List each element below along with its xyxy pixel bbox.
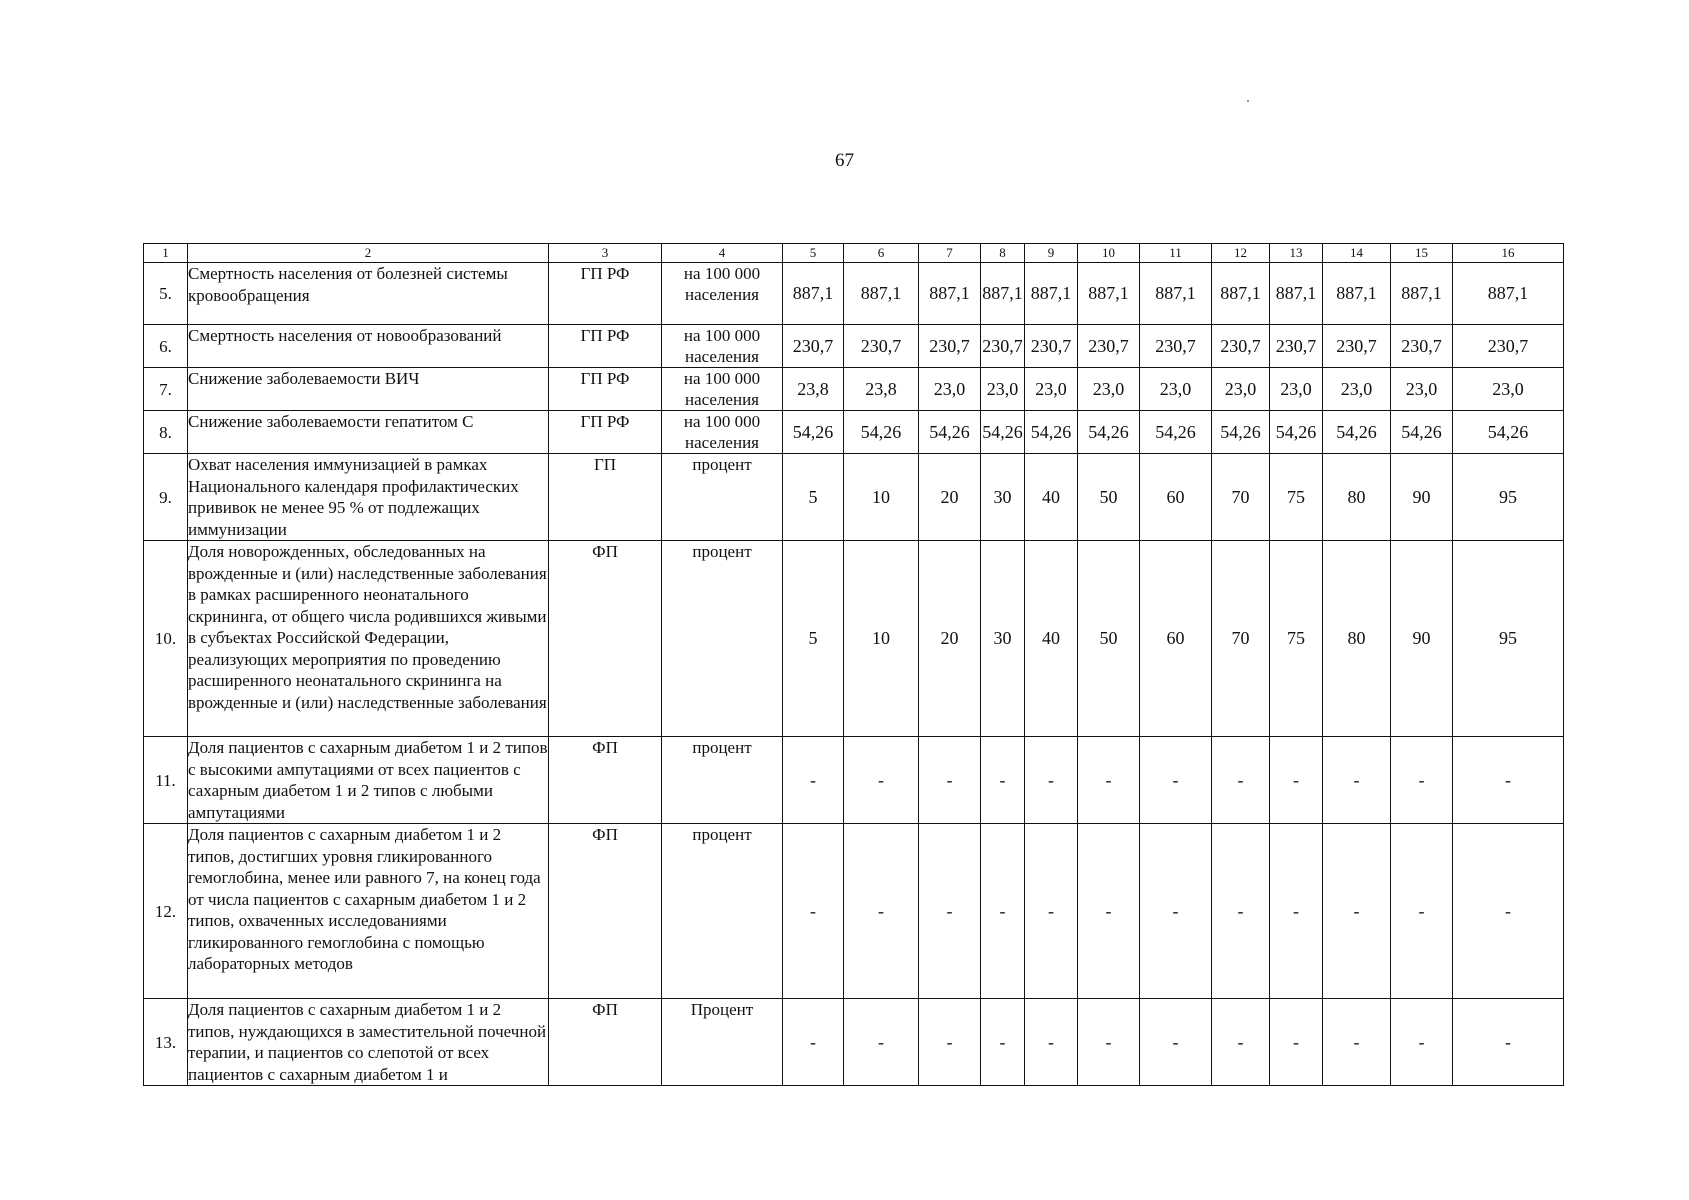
value-cell: 5: [783, 541, 844, 737]
value-cell: -: [844, 824, 919, 999]
value-cell: 5: [783, 454, 844, 541]
indicator-unit: процент: [662, 454, 783, 541]
header-cell: 2: [188, 244, 549, 263]
value-cell: -: [1140, 737, 1212, 824]
value-cell: -: [1453, 737, 1564, 824]
value-cell: -: [1453, 999, 1564, 1086]
row-number: 6.: [144, 325, 188, 368]
value-cell: 230,7: [1270, 325, 1323, 368]
value-cell: 90: [1391, 454, 1453, 541]
value-cell: -: [1212, 737, 1270, 824]
value-cell: -: [1212, 824, 1270, 999]
value-cell: -: [1453, 824, 1564, 999]
row-number: 11.: [144, 737, 188, 824]
value-cell: 54,26: [1140, 411, 1212, 454]
value-cell: 54,26: [1323, 411, 1391, 454]
value-cell: 80: [1323, 541, 1391, 737]
header-cell: 4: [662, 244, 783, 263]
header-cell: 6: [844, 244, 919, 263]
header-cell: 13: [1270, 244, 1323, 263]
value-cell: 20: [919, 541, 981, 737]
value-cell: -: [1323, 737, 1391, 824]
value-cell: 23,0: [1391, 368, 1453, 411]
table-row: [144, 824, 1564, 999]
value-cell: 887,1: [783, 263, 844, 325]
value-cell: 230,7: [1140, 325, 1212, 368]
value-cell: -: [981, 999, 1025, 1086]
header-cell: 15: [1391, 244, 1453, 263]
header-cell: 5: [783, 244, 844, 263]
value-cell: 23,0: [919, 368, 981, 411]
indicator-source: ГП РФ: [549, 263, 662, 325]
indicator-name: Смертность населения от новообразований: [188, 325, 549, 368]
value-cell: 23,0: [1078, 368, 1140, 411]
table-row: [144, 454, 1564, 541]
value-cell: 60: [1140, 541, 1212, 737]
header-cell: 12: [1212, 244, 1270, 263]
indicator-unit: на 100 000 населения: [662, 411, 783, 454]
scan-speck: [1247, 100, 1249, 102]
value-cell: 23,0: [1212, 368, 1270, 411]
value-cell: 230,7: [1323, 325, 1391, 368]
value-cell: 10: [844, 454, 919, 541]
value-cell: 23,0: [981, 368, 1025, 411]
value-cell: -: [1391, 824, 1453, 999]
value-cell: -: [844, 737, 919, 824]
value-cell: 30: [981, 454, 1025, 541]
indicator-unit: процент: [662, 824, 783, 999]
value-cell: 70: [1212, 454, 1270, 541]
table-row: [144, 263, 1564, 325]
value-cell: 230,7: [783, 325, 844, 368]
value-cell: 75: [1270, 541, 1323, 737]
value-cell: 887,1: [1391, 263, 1453, 325]
value-cell: -: [1391, 999, 1453, 1086]
header-cell: 11: [1140, 244, 1212, 263]
indicator-unit: процент: [662, 737, 783, 824]
value-cell: 75: [1270, 454, 1323, 541]
value-cell: -: [1025, 737, 1078, 824]
indicator-name: Охват населения иммунизацией в рамках Национального календаря профилактических прививок не менее 95 % от подлежащих иммунизации: [188, 454, 549, 541]
value-cell: 20: [919, 454, 981, 541]
value-cell: 230,7: [1391, 325, 1453, 368]
value-cell: -: [1270, 737, 1323, 824]
value-cell: -: [1270, 999, 1323, 1086]
value-cell: -: [1025, 824, 1078, 999]
value-cell: 80: [1323, 454, 1391, 541]
value-cell: 230,7: [1453, 325, 1564, 368]
value-cell: 54,26: [919, 411, 981, 454]
value-cell: 54,26: [1025, 411, 1078, 454]
value-cell: -: [1140, 999, 1212, 1086]
table-row: [144, 541, 1564, 737]
value-cell: 40: [1025, 541, 1078, 737]
value-cell: -: [919, 824, 981, 999]
value-cell: -: [1323, 999, 1391, 1086]
value-cell: 95: [1453, 454, 1564, 541]
value-cell: 887,1: [1078, 263, 1140, 325]
value-cell: 54,26: [1453, 411, 1564, 454]
table-row: [144, 325, 1564, 368]
value-cell: -: [783, 999, 844, 1086]
value-cell: 30: [981, 541, 1025, 737]
page-number: 67: [835, 150, 854, 171]
indicator-source: ГП РФ: [549, 411, 662, 454]
value-cell: -: [1391, 737, 1453, 824]
value-cell: 887,1: [1025, 263, 1078, 325]
row-number: 7.: [144, 368, 188, 411]
indicator-source: ФП: [549, 999, 662, 1086]
value-cell: 54,26: [844, 411, 919, 454]
indicator-unit: на 100 000 населения: [662, 325, 783, 368]
indicator-unit: на 100 000 населения: [662, 263, 783, 325]
indicator-source: ФП: [549, 541, 662, 737]
header-cell: 10: [1078, 244, 1140, 263]
indicator-unit: на 100 000 населения: [662, 368, 783, 411]
header-cell: 8: [981, 244, 1025, 263]
value-cell: 23,0: [1453, 368, 1564, 411]
value-cell: 230,7: [1212, 325, 1270, 368]
value-cell: 23,8: [783, 368, 844, 411]
value-cell: 887,1: [919, 263, 981, 325]
header-cell: 7: [919, 244, 981, 263]
value-cell: -: [783, 737, 844, 824]
value-cell: 10: [844, 541, 919, 737]
value-cell: -: [1078, 737, 1140, 824]
indicator-name: Снижение заболеваемости ВИЧ: [188, 368, 549, 411]
header-cell: 9: [1025, 244, 1078, 263]
indicator-unit: Процент: [662, 999, 783, 1086]
header-cell: 3: [549, 244, 662, 263]
table-row: [144, 368, 1564, 411]
row-number: 8.: [144, 411, 188, 454]
value-cell: 887,1: [844, 263, 919, 325]
value-cell: 887,1: [1212, 263, 1270, 325]
value-cell: 54,26: [1212, 411, 1270, 454]
value-cell: 887,1: [1453, 263, 1564, 325]
value-cell: 230,7: [844, 325, 919, 368]
header-cell: 16: [1453, 244, 1564, 263]
value-cell: 50: [1078, 541, 1140, 737]
value-cell: -: [1270, 824, 1323, 999]
value-cell: 230,7: [981, 325, 1025, 368]
value-cell: 90: [1391, 541, 1453, 737]
value-cell: -: [844, 999, 919, 1086]
value-cell: -: [1212, 999, 1270, 1086]
value-cell: 887,1: [1270, 263, 1323, 325]
value-cell: 23,0: [1323, 368, 1391, 411]
value-cell: -: [783, 824, 844, 999]
value-cell: 54,26: [1391, 411, 1453, 454]
row-number: 12.: [144, 824, 188, 999]
value-cell: 887,1: [1140, 263, 1212, 325]
table-row: [144, 411, 1564, 454]
value-cell: 50: [1078, 454, 1140, 541]
value-cell: -: [1140, 824, 1212, 999]
value-cell: 23,0: [1025, 368, 1078, 411]
header-cell: 1: [144, 244, 188, 263]
row-number: 10.: [144, 541, 188, 737]
value-cell: -: [1025, 999, 1078, 1086]
indicator-name: Доля пациентов с сахарным диабетом 1 и 2 типов с высокими ампутациями от всех пациентов с сахарным диабетом 1 и 2 типов с любыми ампутациями: [188, 738, 548, 822]
row-number: 5.: [144, 263, 188, 325]
table-body: [144, 244, 1564, 1086]
value-cell: 60: [1140, 454, 1212, 541]
indicator-unit: процент: [662, 541, 783, 737]
value-cell: 230,7: [1078, 325, 1140, 368]
table-row: [144, 999, 1564, 1086]
value-cell: -: [981, 824, 1025, 999]
indicator-name: Доля новорожденных, обследованных на врожденные и (или) наследственные заболевания в рамках расширенного неонатального скрининга, от общего числа родившихся живыми в субъектах Российской Федерации, реализующих мероприятия по проведению расширенного неонатального скрининга на врожденные и (или) наследственные заболевания: [188, 541, 549, 737]
value-cell: -: [919, 737, 981, 824]
value-cell: -: [1078, 824, 1140, 999]
value-cell: 887,1: [1323, 263, 1391, 325]
value-cell: 23,0: [1270, 368, 1323, 411]
value-cell: -: [981, 737, 1025, 824]
indicator-name: Доля пациентов с сахарным диабетом 1 и 2 типов, нуждающихся в заместительной почечной терапии, и пациентов со слепотой от всех пациентов с сахарным диабетом 1 и: [188, 999, 549, 1086]
value-cell: 40: [1025, 454, 1078, 541]
header-row: [144, 244, 1564, 263]
value-cell: 23,8: [844, 368, 919, 411]
value-cell: 23,0: [1140, 368, 1212, 411]
indicator-source: ГП: [549, 454, 662, 541]
indicator-source: ГП РФ: [549, 368, 662, 411]
header-cell: 14: [1323, 244, 1391, 263]
table-row: [144, 737, 1564, 824]
indicator-source: ГП РФ: [549, 325, 662, 368]
value-cell: 95: [1453, 541, 1564, 737]
value-cell: -: [1323, 824, 1391, 999]
row-number: 13.: [144, 999, 188, 1086]
value-cell: 54,26: [981, 411, 1025, 454]
value-cell: -: [919, 999, 981, 1086]
indicator-name: Доля пациентов с сахарным диабетом 1 и 2 типов, достигших уровня гликированного гемоглобина, менее или равного 7, на конец года от числа пациентов с сахарным диабетом 1 и 2 типов, охваченных исследованиями гликированного гемоглобина с помощью лабораторных методов: [188, 824, 549, 999]
indicator-source: ФП: [549, 824, 662, 999]
value-cell: 70: [1212, 541, 1270, 737]
indicator-source: ФП: [549, 737, 662, 824]
row-number: 9.: [144, 454, 188, 541]
value-cell: 54,26: [1270, 411, 1323, 454]
value-cell: 54,26: [783, 411, 844, 454]
value-cell: 887,1: [981, 263, 1025, 325]
value-cell: -: [1078, 999, 1140, 1086]
value-cell: 54,26: [1078, 411, 1140, 454]
indicators-table: [143, 243, 1564, 1086]
value-cell: 230,7: [919, 325, 981, 368]
indicator-name: Снижение заболеваемости гепатитом С: [188, 411, 549, 454]
value-cell: 230,7: [1025, 325, 1078, 368]
indicator-name: Смертность населения от болезней системы кровообращения: [188, 263, 549, 325]
